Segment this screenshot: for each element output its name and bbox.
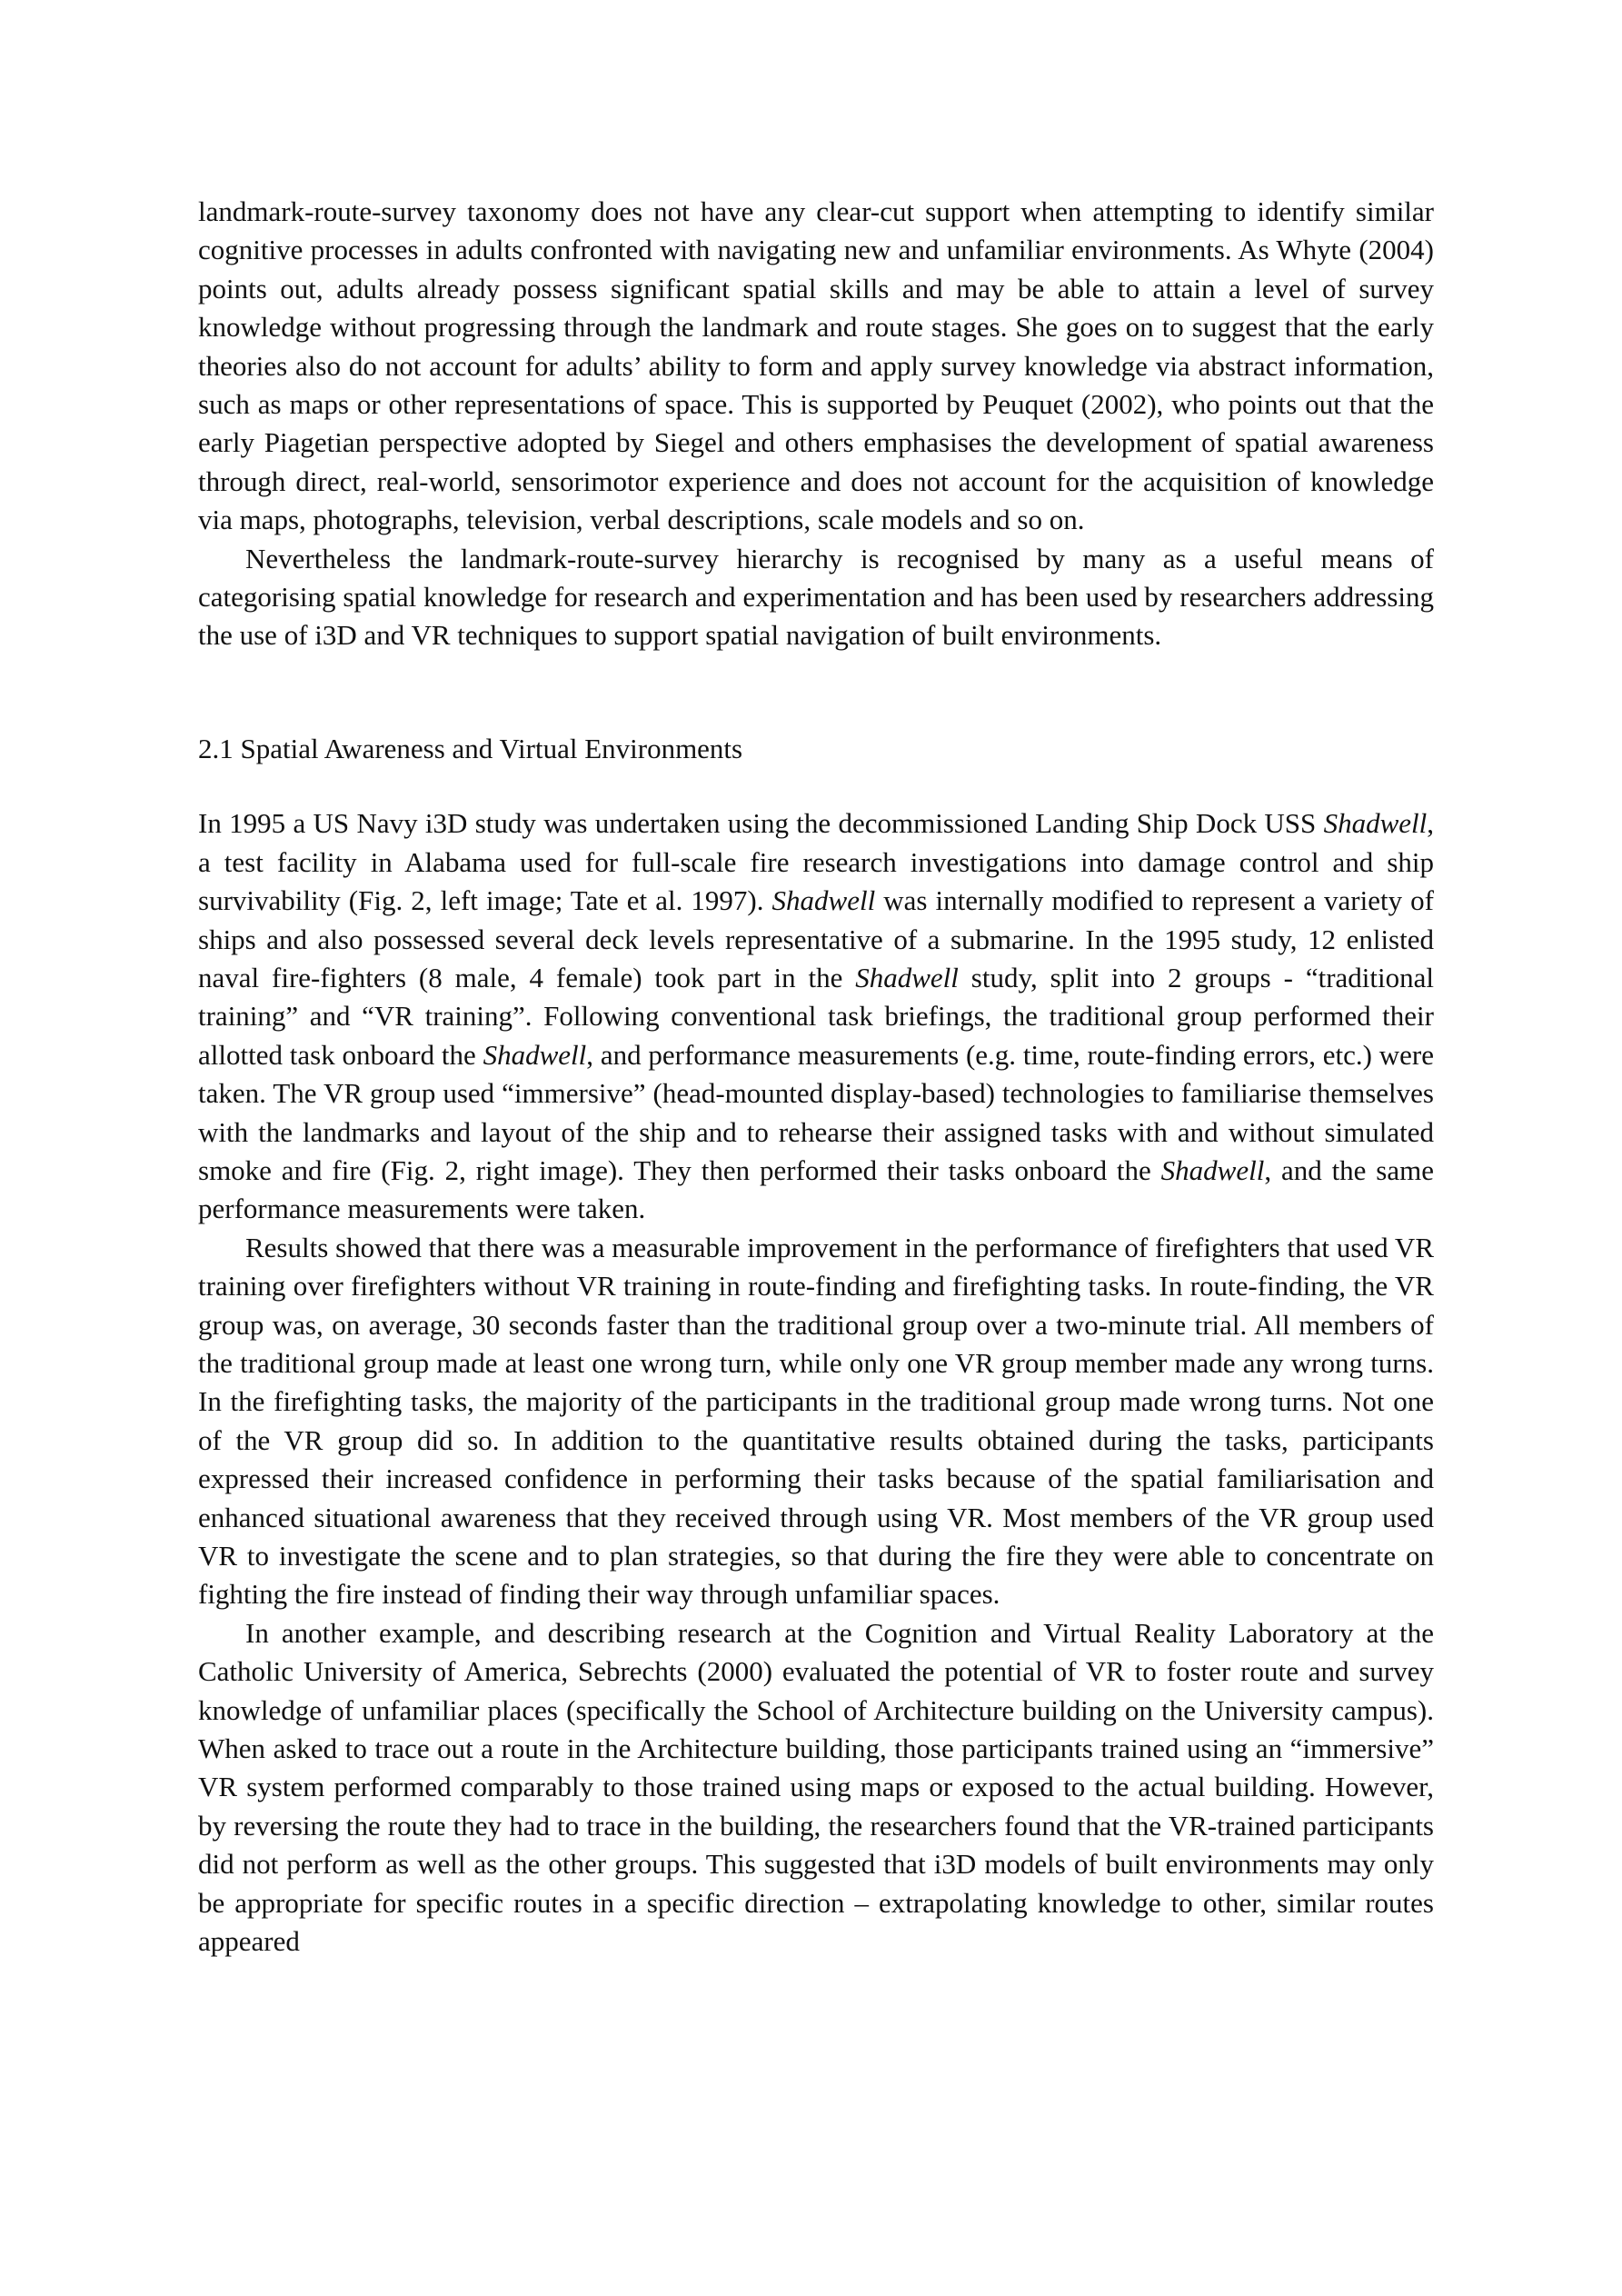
text-run: Results showed that there was a measurable improvement in the performance of firefighters that used VR training over firefighters without VR training in route-finding and firefighting tasks. In route-finding, the VR group was, on average, 30 seconds faster than the traditional group over a two-minute trial. All members of the traditional group made at least one wrong turn, while only one VR group member made any wrong turns. In the firefighting tasks, the majority of the participants in the traditional group made wrong turns. Not one of the VR group did so. In addition to the quantitative results obtained during the tasks, participants expressed their increased confidence in performing their tasks because of the spatial familiarisation and enhanced situational awareness that they received through using VR. Most members of the VR group used VR to investigate the scene and to plan strategies, so that during the fire they were able to concentrate on fighting the fire instead of finding their way through unfamiliar spaces.	[198, 1231, 1434, 1611]
italic-text: Shadwell	[771, 884, 876, 917]
section-body	[198, 804, 1434, 1961]
paragraph	[198, 804, 1434, 1228]
italic-text: Shadwell	[483, 1038, 587, 1071]
paragraph	[198, 540, 1434, 655]
text-run: was internally modified to represent a variety of ships and also possessed several deck levels representative of a submarine. In the 1995 study, 12 enlisted naval fire-fighters (8 male, 4 female) took part in the	[198, 884, 1434, 993]
text-run: , and performance measurements (e.g. time, route-finding errors, etc.) were taken. The VR group used “immersive” (head-mounted display-based) technologies to familiarise themselves with the landmarks and layout of the ship and to rehearse their assigned tasks with and without simulated smoke and fire (Fig. 2, right image). They then performed their tasks onboard the	[198, 1038, 1434, 1186]
paragraph	[198, 1614, 1434, 1962]
document-page	[198, 193, 1434, 1961]
text-run: , a test facility in Alabama used for full-scale fire research investigations into damage control and ship survivability (Fig. 2, left image; Tate et al. 1997).	[198, 807, 1434, 917]
text-run: landmark-route-survey taxonomy does not have any clear-cut support when attempting to identify similar cognitive processes in adults confronted with navigating new and unfamiliar environments. As Whyte (2004) points out, adults already possess significant spatial skills and may be able to attain a level of survey knowledge without progressing through the landmark and route stages. She goes on to suggest that the early theories also do not account for adults’ ability to form and apply survey knowledge via abstract information, such as maps or other representations of space. This is supported by Peuquet (2002), who points out that the early Piagetian perspective adopted by Siegel and others emphasises the development of spatial awareness through direct, real-world, sensorimotor experience and does not account for the acquisition of knowledge via maps, photographs, television, verbal descriptions, scale models and so on.	[198, 195, 1434, 536]
paragraph	[198, 1229, 1434, 1614]
italic-text: Shadwell	[855, 961, 959, 993]
text-run: study, split into 2 groups - “traditional training” and “VR training”. Following conventional task briefings, the traditional group performed their allotted task onboard the	[198, 961, 1434, 1071]
paragraph	[198, 193, 1434, 540]
text-run: In 1995 a US Navy i3D study was undertaken using the decommissioned Landing Ship Dock USS	[198, 807, 1324, 840]
text-run: Nevertheless the landmark-route-survey hierarchy is recognised by many as a useful means of categorising spatial knowledge for research and experimentation and has been used by researchers addressing the use of i3D and VR techniques to support spatial navigation of built environments.	[198, 542, 1434, 652]
text-run: , and the same performance measurements were taken.	[198, 1153, 1434, 1225]
italic-text: Shadwell	[1323, 807, 1428, 840]
section-heading: 2.1 Spatial Awareness and Virtual Environments	[198, 732, 743, 764]
italic-text: Shadwell	[1160, 1153, 1265, 1186]
intro-text-block	[198, 193, 1434, 655]
text-run: In another example, and describing research at the Cognition and Virtual Reality Laboratory at the Catholic University of America, Sebrechts (2000) evaluated the potential of VR to foster route and survey knowledge of unfamiliar places (specifically the School of Architecture building on the University campus). When asked to trace out a route in the Architecture building, those participants trained using an “immersive” VR system performed comparably to those trained using maps or exposed to the actual building. However, by reversing the route they had to trace in the building, the researchers found that the VR-trained participants did not perform as well as the other groups. This suggested that i3D models of built environments may only be appropriate for specific routes in a specific direction – extrapolating knowledge to other, similar routes appeared	[198, 1616, 1434, 1958]
